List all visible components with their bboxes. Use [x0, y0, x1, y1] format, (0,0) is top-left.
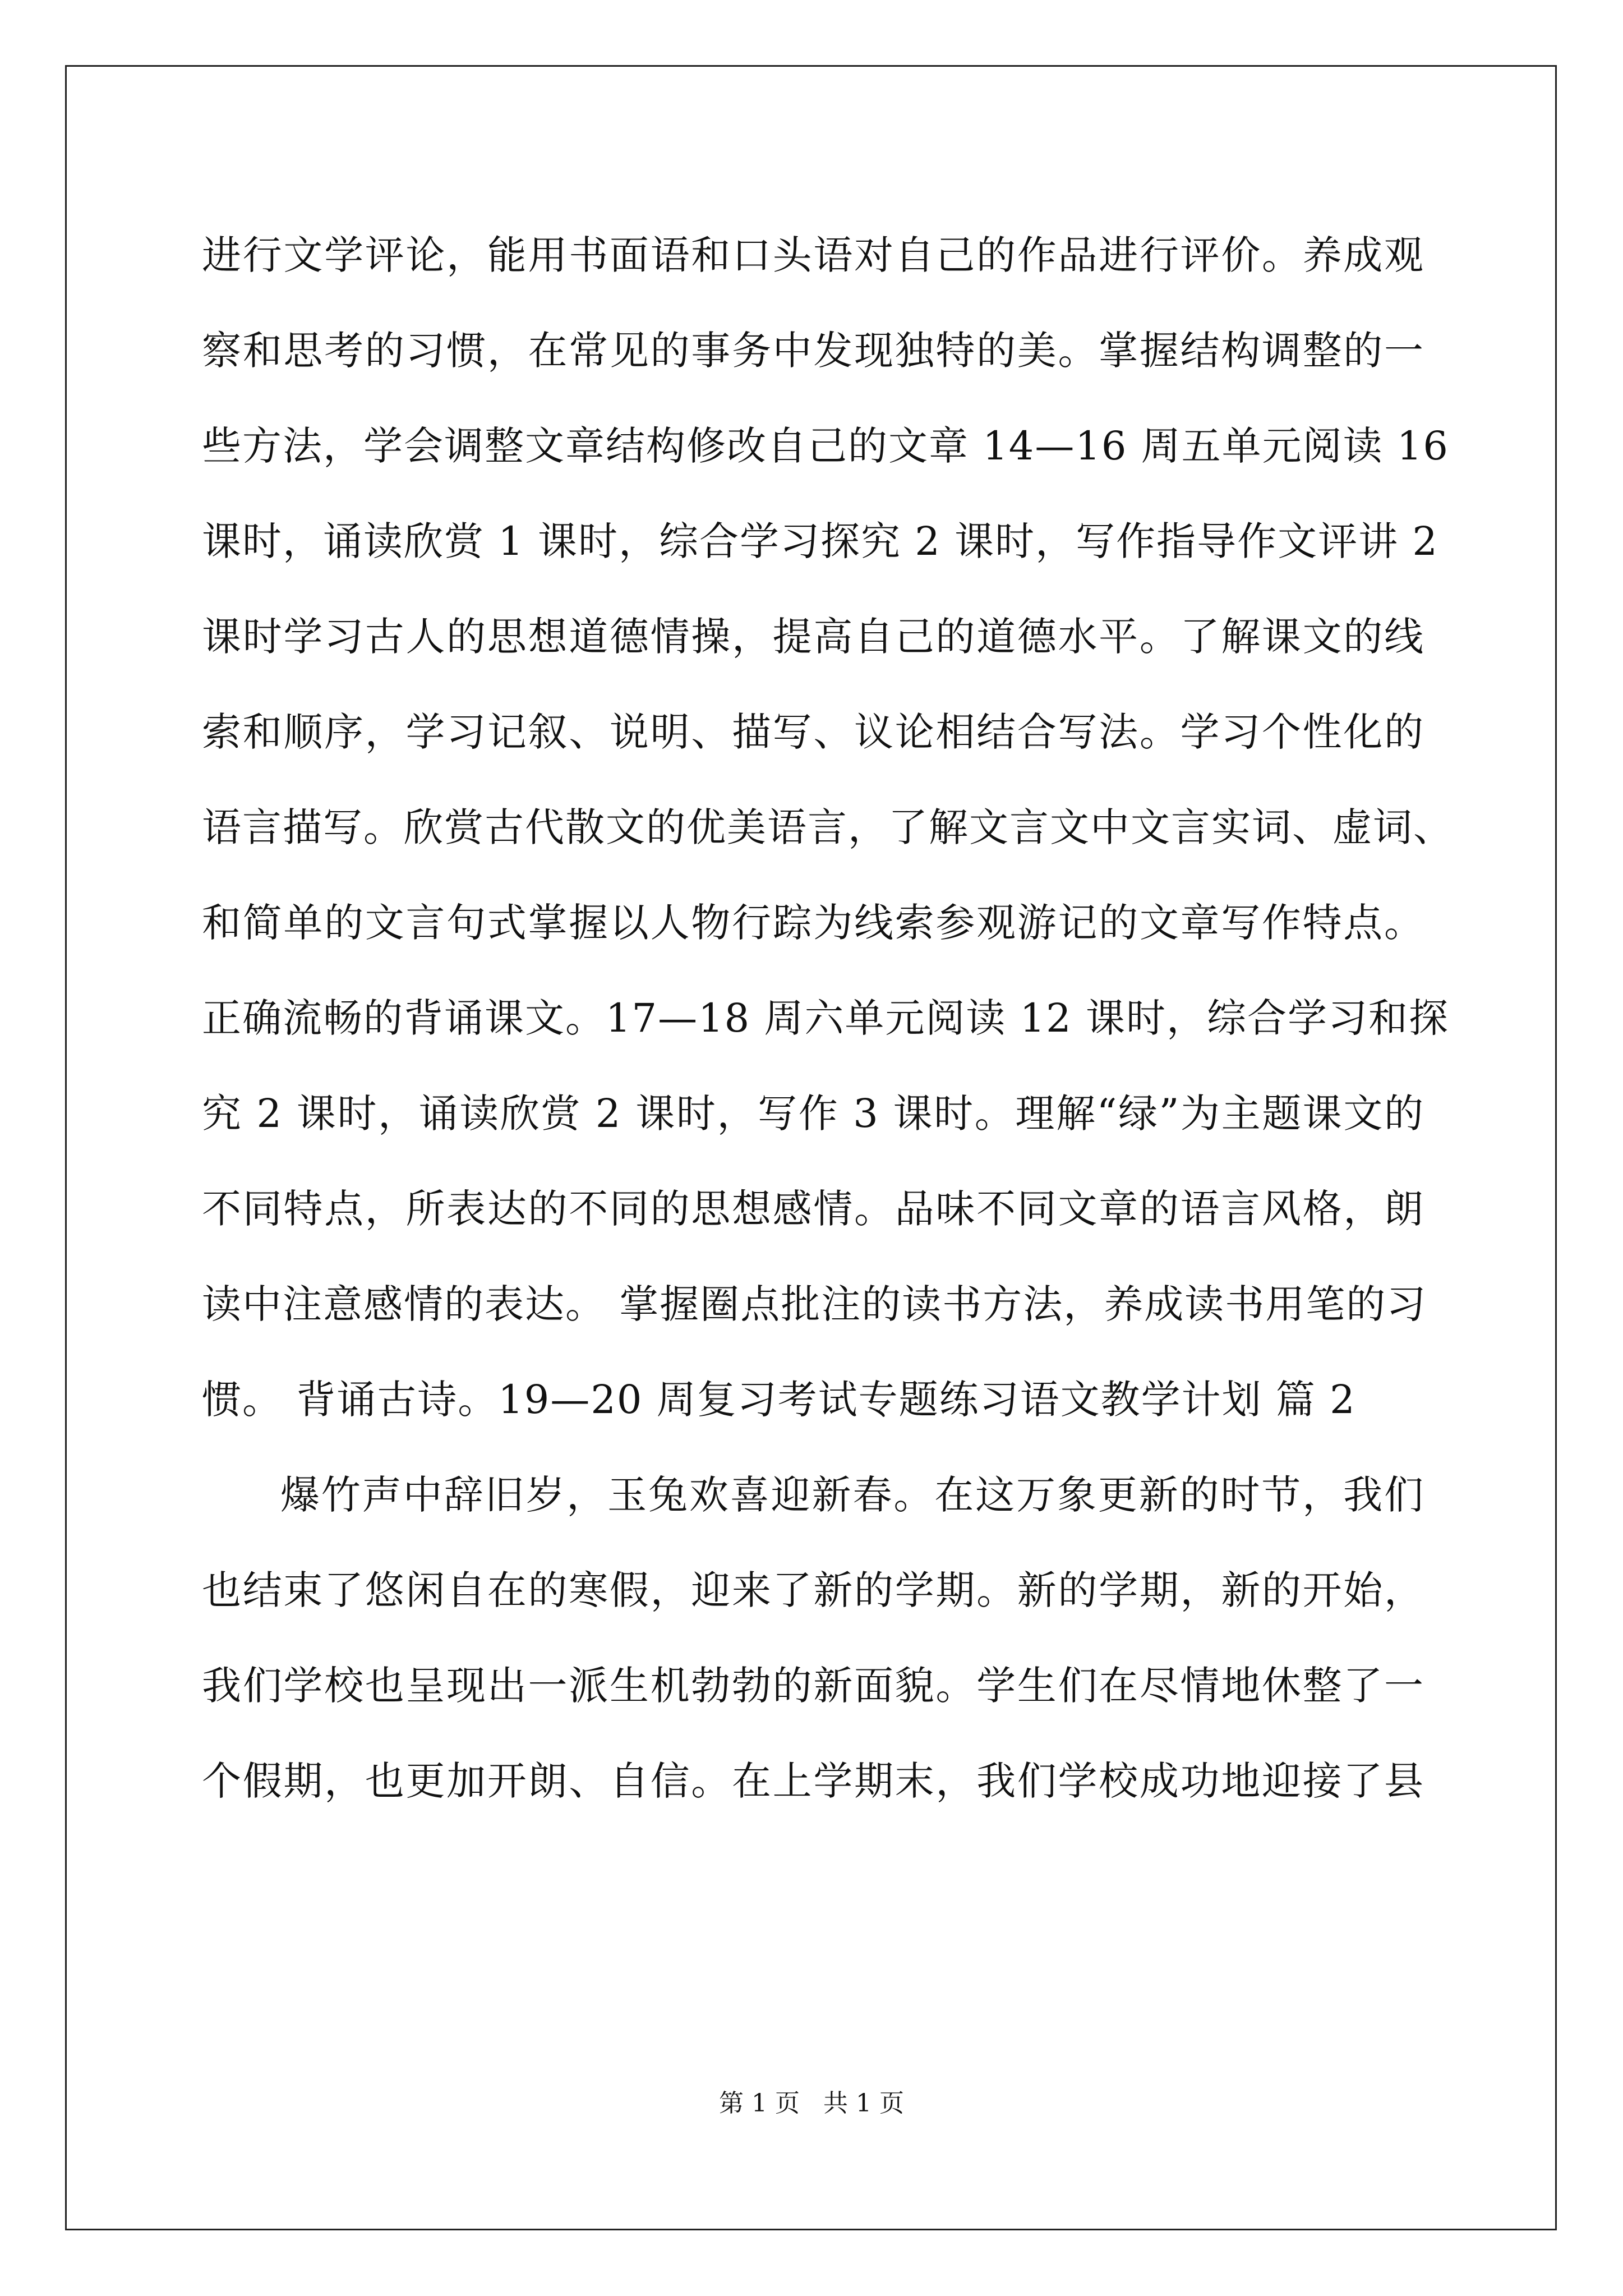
text-line: 课时学习古人的思想道德情操，提高自己的道德水平。了解课文的线 — [202, 614, 1424, 660]
page-footer — [0, 2087, 1623, 2120]
text-line: 课时，诵读欣赏 1 课时，综合学习探究 2 课时，写作指导作文评讲 2 — [202, 518, 1438, 564]
text-line: 正确流畅的背诵课文。17—18 周六单元阅读 12 课时，综合学习和探 — [202, 995, 1449, 1041]
text-line: 察和思考的习惯，在常见的事务中发现独特的美。掌握结构调整的一 — [202, 328, 1424, 374]
text-line: 不同特点，所表达的不同的思想感情。品味不同文章的语言风格，朗 — [202, 1186, 1424, 1232]
text-line: 索和顺序，学习记叙、说明、描写、议论相结合写法。学习个性化的 — [202, 709, 1424, 755]
text-line: 究 2 课时，诵读欣赏 2 课时，写作 3 课时。理解“绿”为主题课文的 — [202, 1091, 1424, 1137]
text-line: 和简单的文言句式掌握以人物行踪为线索参观游记的文章写作特点。 — [202, 900, 1424, 946]
page-total: 共 1 页 — [823, 2089, 904, 2118]
text-line: 语言描写。欣赏古代散文的优美语言，了解文言文中文言实词、虚词、 — [202, 804, 1454, 850]
text-line: 我们学校也呈现出一派生机勃勃的新面貌。学生们在尽情地休整了一 — [202, 1663, 1424, 1709]
text-line: 些方法，学会调整文章结构修改自己的文章 14—16 周五单元阅读 16 — [202, 423, 1449, 469]
document-body — [202, 208, 1454, 1829]
text-line: 惯。 背诵古诗。19—20 周复习考试专题练习语文教学计划 篇 2 — [202, 1377, 1356, 1423]
text-line: 个假期，也更加开朗、自信。在上学期末，我们学校成功地迎接了县 — [202, 1758, 1424, 1804]
text-line: 读中注意感情的表达。 掌握圈点批注的读书方法，养成读书用笔的习 — [202, 1281, 1427, 1327]
paragraph-2 — [202, 1447, 1424, 1829]
paragraph-1 — [202, 208, 1454, 1447]
text-line: 进行文学评论，能用书面语和口头语对自己的作品进行评价。养成观 — [202, 232, 1424, 278]
page-number: 第 1 页 — [719, 2089, 800, 2118]
text-line: 爆竹声中辞旧岁，玉兔欢喜迎新春。在这万象更新的时节，我们 — [280, 1472, 1424, 1518]
text-line: 也结束了悠闲自在的寒假，迎来了新的学期。新的学期，新的开始， — [202, 1567, 1424, 1613]
